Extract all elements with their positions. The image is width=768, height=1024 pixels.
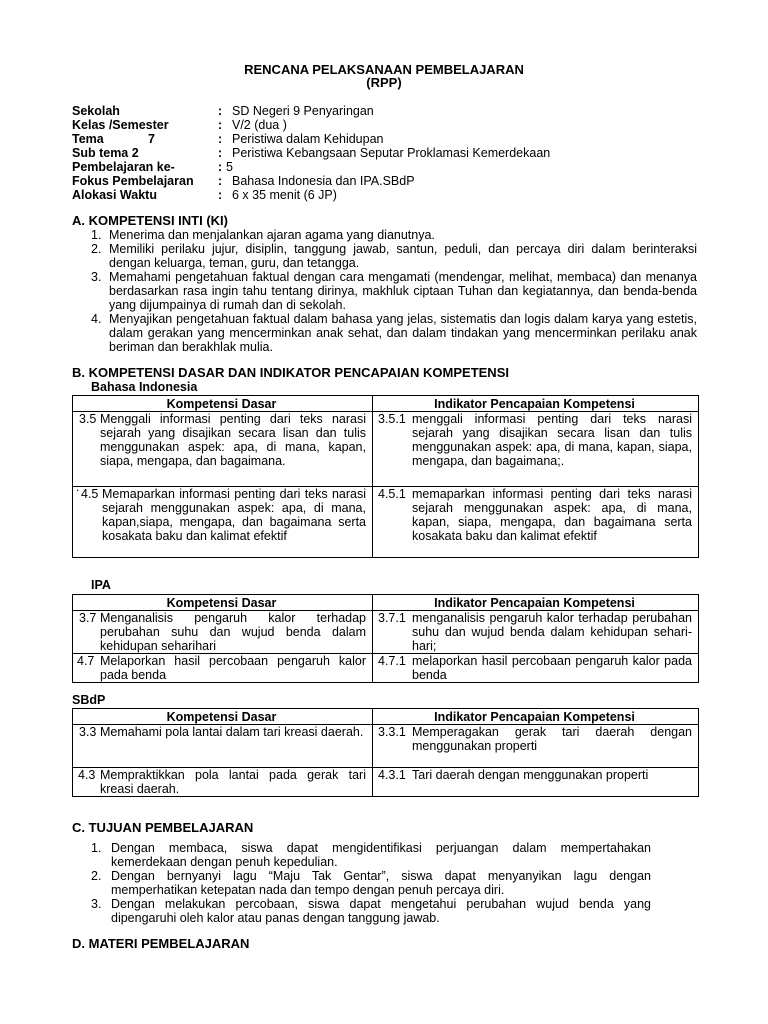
column-header-kd: Kompetensi Dasar [73,595,373,611]
table-row [73,725,699,768]
list-number: 3. [91,270,102,284]
section-b-heading: B. KOMPETENSI DASAR DAN INDIKATOR PENCAPAIAN KOMPETENSI [72,365,509,380]
table-row [73,412,699,487]
ipk-code: 3.5.1 [378,412,406,426]
list-item [91,312,697,354]
kd-text: Mempraktikkan pola lantai pada gerak tari kreasi daerah. [100,768,366,796]
kompetensi-inti-list [91,228,697,354]
table-header-row [73,709,699,725]
ipk-cell [373,412,699,487]
info-value: 6 x 35 menit (6 JP) [232,188,337,202]
info-value: V/2 (dua ) [232,118,287,132]
ipk-cell [373,611,699,654]
info-label: Fokus Pembelajaran [72,174,194,188]
list-item [91,242,697,270]
subject-heading-sbdp: SBdP [72,693,106,707]
list-number: 4. [91,312,102,326]
list-item [91,270,697,312]
section-c-heading: C. TUJUAN PEMBELAJARAN [72,820,254,835]
column-header-ipk: Indikator Pencapaian Kompetensi [373,595,699,611]
list-text: Dengan melakukan percobaan, siswa dapat mengetahui perubahan wujud benda yang dipengaruhi oleh kalor atau panas dengan tanggung jawab. [111,897,651,925]
kd-cell [73,654,373,683]
info-label: Sekolah [72,104,120,118]
info-colon: : [218,160,223,174]
info-value: Bahasa Indonesia dan IPA.SBdP [232,174,415,188]
kd-text: Memahami pola lantai dalam tari kreasi daerah. [100,725,364,739]
ipk-cell [373,487,699,558]
kd-text: Menggali informasi penting dari teks narasi sejarah yang disajikan secara lisan dan tulis menggunakan aspek: apa, di mana, kapan, siapa, mengapa, dan bagaimana. [100,412,366,468]
kd-cell [73,725,373,768]
info-colon: : [218,104,223,118]
list-text: Menerima dan menjalankan ajaran agama yang dianutnya. [109,228,435,242]
ipk-code: 4.3.1 [378,768,406,782]
kd-cell [73,487,373,558]
table-row [73,487,699,558]
info-value: 5 [226,160,233,174]
info-colon: : [218,174,223,188]
ipk-text: melaporkan hasil percobaan pengaruh kalor pada benda [412,654,692,682]
list-text: Dengan bernyanyi lagu “Maju Tak Gentar”, siswa dapat menyanyikan lagu dengan memperhatikan ketepatan nada dan tempo dengan penuh percaya diri. [111,869,651,897]
ipk-text: menganalisis pengaruh kalor terhadap perubahan suhu dan wujud benda dalam kehidupan sehari-hari; [412,611,692,653]
info-value: SD Negeri 9 Penyaringan [232,104,374,118]
list-item [91,841,651,869]
list-text: Memiliki perilaku jujur, disiplin, tanggung jawab, santun, peduli, dan percaya diri dalam berinteraksi dengan keluarga, teman, guru, dan tetangga. [109,242,697,270]
section-a-heading: A. KOMPETENSI INTI (KI) [72,213,228,228]
kd-text: Melaporkan hasil percobaan pengaruh kalor pada benda [100,654,366,682]
kd-text: Menganalisis pengaruh kalor terhadap perubahan suhu dan wujud benda dalam kehidupan seharihari [100,611,366,653]
table-header-row [73,595,699,611]
kd-table-ipa [72,594,699,683]
kd-cell [73,768,373,797]
list-item [91,869,651,897]
ipk-code: 3.7.1 [378,611,406,625]
ipk-text: menggali informasi penting dari teks narasi sejarah yang disajikan secara lisan dan tulis menggunakan aspek: apa, di mana, kapan, siapa, mengapa, dan bagaimana;. [412,412,692,468]
list-text: Memahami pengetahuan faktual dengan cara mengamati (mendengar, melihat, membaca) dan menanya berdasarkan rasa ingin tahu tentang dirinya, makhluk ciptaan Tuhan dan kegiatannya, dan benda-benda yang dijumpainya di rumah dan di sekolah. [109,270,697,312]
info-colon: : [218,146,223,160]
ipk-cell [373,768,699,797]
ipk-text: Memperagakan gerak tari daerah dengan menggunakan properti [412,725,692,753]
info-colon: : [218,132,223,146]
table-row [73,611,699,654]
ipk-text: memaparkan informasi penting dari teks narasi sejarah menggunakan aspek: apa, di mana, kapan, siapa, mengapa, dan bagaimana serta kosakata baku dan kalimat efektif [412,487,692,543]
ipk-code: 4.5.1 [378,487,406,501]
table-header-row [73,396,699,412]
info-label: Alokasi Waktu [72,188,157,202]
kd-table-sbdp [72,708,699,797]
list-item [91,228,697,242]
column-header-kd: Kompetensi Dasar [73,709,373,725]
document-subtitle: (RPP) [366,75,402,90]
list-number: 1. [91,228,102,242]
column-header-ipk: Indikator Pencapaian Kompetensi [373,396,699,412]
table-row [73,654,699,683]
kd-code: 3.3 [79,725,97,739]
list-text: Menyajikan pengetahuan faktual dalam bahasa yang jelas, sistematis dan logis dalam karya yang estetis, dalam gerakan yang mencerminkan anak sehat, dan dalam tindakan yang mencerminkan perilaku anak beriman dan berakhlak mulia. [109,312,697,354]
info-value: Peristiwa dalam Kehidupan [232,132,384,146]
stray-dot: . [76,480,80,494]
info-value: Peristiwa Kebangsaan Seputar Proklamasi Kemerdekaan [232,146,551,160]
list-number: 2. [91,869,102,883]
section-d-heading: D. MATERI PEMBELAJARAN [72,936,250,951]
column-header-kd: Kompetensi Dasar [73,396,373,412]
info-label: Kelas /Semester [72,118,169,132]
ipk-text: Tari daerah dengan menggunakan properti [412,768,649,782]
ipk-cell [373,725,699,768]
info-label: Pembelajaran ke- [72,160,175,174]
info-label: Tema [72,132,104,146]
list-number: 3. [91,897,102,911]
info-colon: : [218,118,223,132]
kd-table-bahasa-indonesia [72,395,699,558]
kd-code: 4.7 [77,654,95,668]
ipk-cell [373,654,699,683]
kd-cell [73,412,373,487]
ipk-code: 3.3.1 [378,725,406,739]
kd-code: 4.3 [78,768,96,782]
column-header-ipk: Indikator Pencapaian Kompetensi [373,709,699,725]
kd-code: 4.5 [81,487,99,501]
kd-cell [73,611,373,654]
kd-code: 3.5 [79,412,97,426]
kd-code: 3.7 [79,611,97,625]
subject-heading-ipa: IPA [91,578,111,592]
list-number: 2. [91,242,102,256]
ipk-code: 4.7.1 [378,654,406,668]
document-title: RENCANA PELAKSANAAN PEMBELAJARAN [244,62,524,77]
list-text: Dengan membaca, siswa dapat mengidentifikasi perjuangan dalam mempertahakan kemerdekaan dengan penuh kepedulian. [111,841,651,869]
subject-heading-bahasa-indonesia: Bahasa Indonesia [91,380,198,394]
info-label: Sub tema 2 [72,146,139,160]
info-number: 7 [148,132,155,146]
list-number: 1. [91,841,102,855]
tujuan-list [91,841,651,925]
kd-text: Memaparkan informasi penting dari teks narasi sejarah menggunakan aspek: apa, di mana, kapan,siapa, mengapa, dan bagaimana serta kosakata baku dan kalimat efektif [102,487,366,543]
info-colon: : [218,188,223,202]
list-item [91,897,651,925]
table-row [73,768,699,797]
